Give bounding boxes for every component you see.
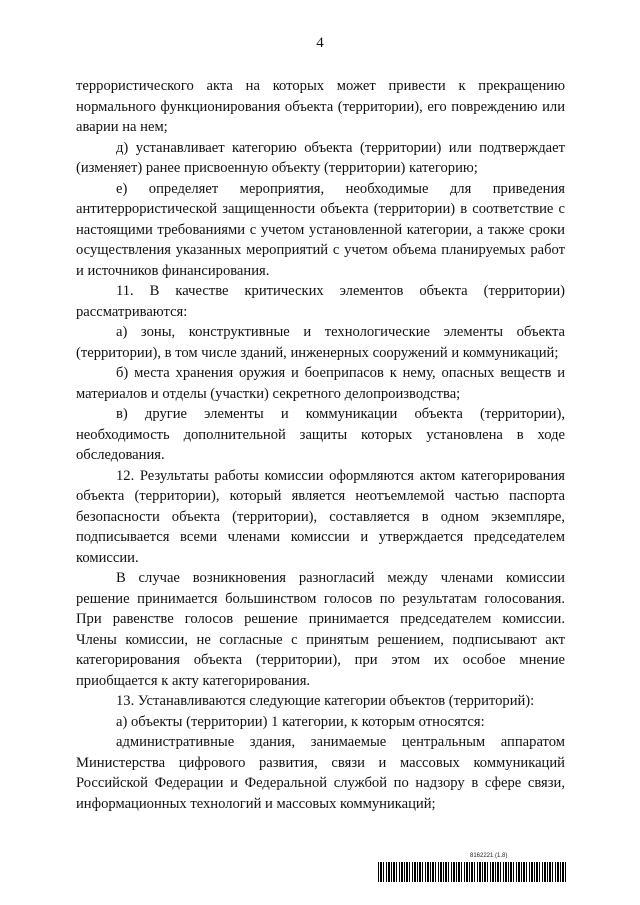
paragraph-section-12: 12. Результаты работы комиссии оформляются актом категорирования объекта (территории), который является неотъемлемой частью паспорта безопасности объекта (территории), составляется в одном экземпляре, подписывается всеми членами комиссии и утверждается председателем комиссии. xyxy=(76,467,565,566)
paragraph-section-13: 13. Устанавливаются следующие категории объектов (территорий): xyxy=(116,693,535,709)
barcode-number: 8162221 (1.8) xyxy=(470,853,508,859)
paragraph-item-e: е) определяет мероприятия, необходимые для приведения антитеррористической защищенности объекта (территории) в соответствие с настоящими требованиями с учетом установленной категории, а также сроки осуществления указанных мероприятий с учетом объема планируемых работ и источников финансирования. xyxy=(76,180,565,279)
barcode-image xyxy=(378,862,568,882)
paragraph-category-1: а) объекты (территории) 1 категории, к которым относятся: xyxy=(116,713,485,730)
paragraph-item-v: в) другие элементы и коммуникации объекта (территории), необходимость дополнительной защиты которых установлена в ходе обследования. xyxy=(76,406,565,463)
paragraph-continuation: террористического акта на которых может привести к прекращению нормального функционирования объекта (территории), его повреждению или аварии на нем; xyxy=(76,78,565,135)
paragraph-section-11: 11. В качестве критических элементов объекта (территории) рассматриваются: xyxy=(76,283,565,320)
paragraph-disagreement: В случае возникновения разногласий между членами комиссии решение принимается большинством голосов по результатам голосования. При равенстве голосов решение принимается председателем комиссии. Члены комиссии, не согласные с принятым решением, подписывают акт категорирования объекта (территории), при этом их особое мнение приобщается к акту категорирования. xyxy=(76,570,565,689)
paragraph-item-a: а) зоны, конструктивные и технологические элементы объекта (территории), в том числе зданий, инженерных сооружений и коммуникаций; xyxy=(76,324,565,361)
document-body xyxy=(76,76,565,814)
paragraph-item-d: д) устанавливает категорию объекта (территории) или подтверждает (изменяет) ранее присвоенную объекту (территории) категорию; xyxy=(76,139,565,176)
page-number: 4 xyxy=(316,35,324,51)
paragraph-admin-buildings: административные здания, занимаемые центральным аппаратом Министерства цифрового развития, связи и массовых коммуникаций Российской Федерации и Федеральной службой по надзору в сфере связи, информационных технологий и массовых коммуникаций; xyxy=(76,734,565,812)
paragraph-item-b: б) места хранения оружия и боеприпасов к нему, опасных веществ и материалов и отделы (участки) секретного делопроизводства; xyxy=(76,365,565,402)
